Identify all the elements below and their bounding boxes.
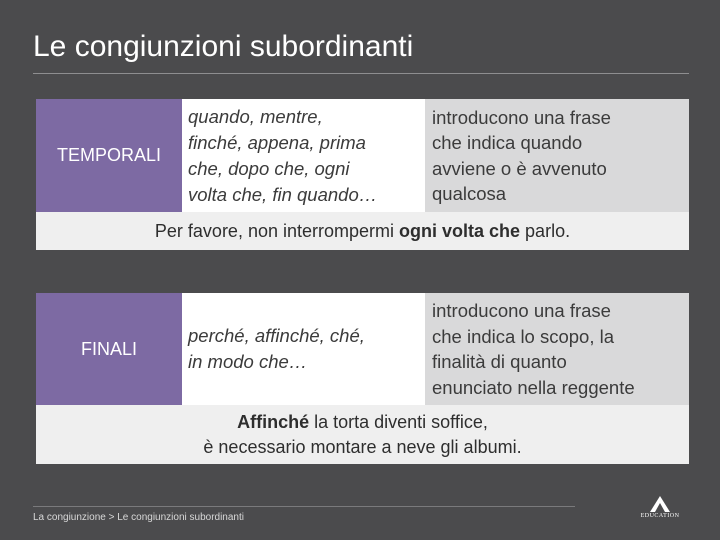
category-label: FINALI (36, 293, 182, 405)
description-line: introducono una frase (432, 106, 611, 128)
example-text: è necessario montare a neve gli albumi. (203, 437, 522, 457)
description (425, 293, 689, 405)
description-line: introducono una frase (432, 300, 611, 321)
conjunction-line: che, dopo che, ogni (188, 157, 350, 179)
breadcrumb: La congiunzione > Le congiunzioni subordinanti (33, 512, 244, 523)
description (425, 99, 689, 212)
conjunction-line: perché, affinché, ché, (188, 325, 365, 346)
temporali-row (36, 99, 689, 212)
example-sentence (36, 212, 689, 250)
example-sentence (36, 405, 689, 464)
logo-text: EDUCATION (640, 513, 680, 519)
conjunction-line: in modo che… (188, 351, 308, 372)
description-line: finalità di quanto (432, 351, 567, 372)
slide-title: Le congiunzioni subordinanti (33, 30, 414, 63)
conjunction-list (182, 293, 425, 405)
example-highlight: Affinché (237, 412, 310, 432)
category-label: TEMPORALI (36, 99, 182, 212)
footer-divider (33, 506, 575, 507)
example-text: Per favore, non interrompermi (154, 221, 400, 241)
example-text: parlo. (520, 221, 571, 241)
conjunction-line: volta che, fin quando… (188, 183, 378, 205)
publisher-logo (634, 496, 686, 524)
example-text: la torta diventi soffice, (309, 412, 488, 432)
temporali-block (36, 99, 689, 250)
description-line: che indica quando (432, 132, 583, 153)
description-line: qualcosa (432, 183, 507, 204)
example-highlight: ogni volta che (399, 221, 521, 241)
conjunction-list (182, 99, 425, 212)
description-line: avviene o è avvenuto (432, 157, 607, 179)
conjunction-line: finché, appena, prima (188, 131, 366, 153)
title-divider (33, 73, 689, 74)
finali-row (36, 293, 689, 405)
finali-block (36, 293, 689, 464)
logo-mark-icon (649, 496, 671, 512)
description-line: enunciato nella reggente (432, 376, 635, 398)
conjunction-line: quando, mentre, (188, 105, 323, 127)
description-line: che indica lo scopo, la (432, 325, 615, 347)
